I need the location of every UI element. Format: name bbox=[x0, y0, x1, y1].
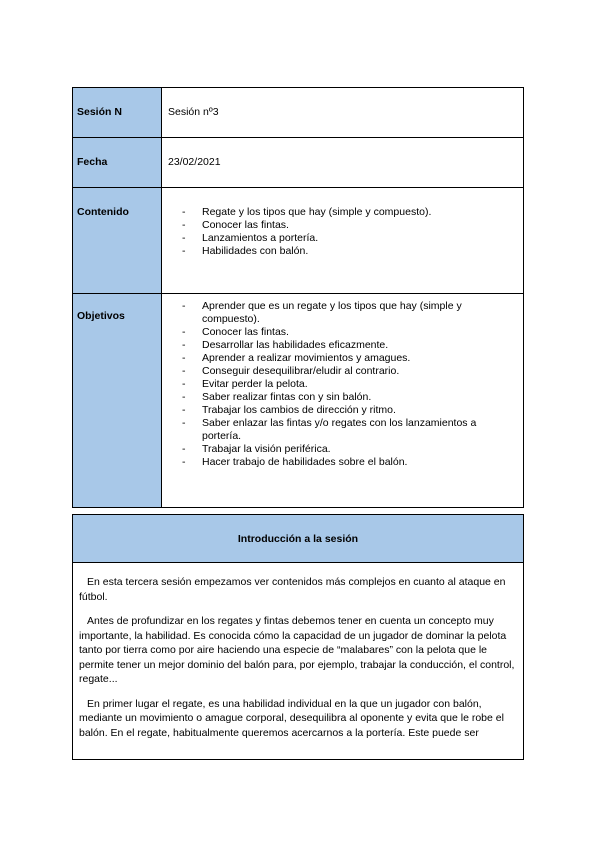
session-label: Sesión N bbox=[73, 88, 162, 138]
session-info-table bbox=[72, 87, 524, 508]
list-item: - Trabajar los cambios de dirección y ritmo. bbox=[168, 404, 517, 417]
content-label: Contenido bbox=[73, 188, 162, 294]
date-label: Fecha bbox=[73, 138, 162, 188]
list-item: - Aprender a realizar movimientos y amagues. bbox=[168, 352, 517, 365]
intro-title: Introducción a la sesión bbox=[73, 515, 523, 563]
list-item: - Aprender que es un regate y los tipos que hay (simple y compuesto). bbox=[168, 300, 517, 326]
objectives-label: Objetivos bbox=[73, 294, 162, 508]
session-value: Sesión nº3 bbox=[162, 88, 524, 138]
date-value: 23/02/2021 bbox=[162, 138, 524, 188]
session-row bbox=[73, 88, 524, 138]
intro-paragraph: En primer lugar el regate, es una habilidad individual en la que un jugador con balón, mediante un movimiento o amague corporal, desequilibra al oponente y evita que le robe el balón. En el regate, habitualmente queremos acercarnos a la portería. Este puede ser bbox=[79, 697, 504, 739]
intro-paragraph: Antes de profundizar en los regates y fintas debemos tener en cuenta un concepto muy importante, la habilidad. Es conocida cómo la capacidad de un jugador de dominar la pelota tanto por tierra como por aire haciendo una especie de “malabares” con la pelota que le permite tener un mejor dominio del balón para, por ejemplo, trabajar la conducción, el control, regate... bbox=[79, 615, 515, 685]
intro-paragraph: En esta tercera sesión empezamos ver contenidos más complejos en cuanto al ataque en fútbol. bbox=[79, 576, 506, 603]
list-item: - Hacer trabajo de habilidades sobre el balón. bbox=[168, 456, 517, 469]
list-item: - Trabajar la visión periférica. bbox=[168, 443, 517, 456]
list-item: - Conocer las fintas. bbox=[168, 219, 517, 232]
list-item: - Evitar perder la pelota. bbox=[168, 378, 517, 391]
list-item: - Saber enlazar las fintas y/o regates con los lanzamientos a portería. bbox=[168, 417, 517, 443]
date-row bbox=[73, 138, 524, 188]
objectives-list bbox=[168, 294, 517, 469]
list-item: - Conocer las fintas. bbox=[168, 326, 517, 339]
list-item: - Conseguir desequilibrar/eludir al contrario. bbox=[168, 365, 517, 378]
list-item: - Habilidades con balón. bbox=[168, 245, 517, 258]
list-item: - Saber realizar fintas con y sin balón. bbox=[168, 391, 517, 404]
list-item: - Regate y los tipos que hay (simple y compuesto). bbox=[168, 206, 517, 219]
objectives-row bbox=[73, 294, 524, 508]
content-row bbox=[73, 188, 524, 294]
content-list bbox=[168, 188, 517, 258]
list-item: - Desarrollar las habilidades eficazmente. bbox=[168, 339, 517, 352]
intro-body bbox=[73, 563, 523, 740]
session-introduction bbox=[72, 514, 524, 760]
list-item: - Lanzamientos a portería. bbox=[168, 232, 517, 245]
